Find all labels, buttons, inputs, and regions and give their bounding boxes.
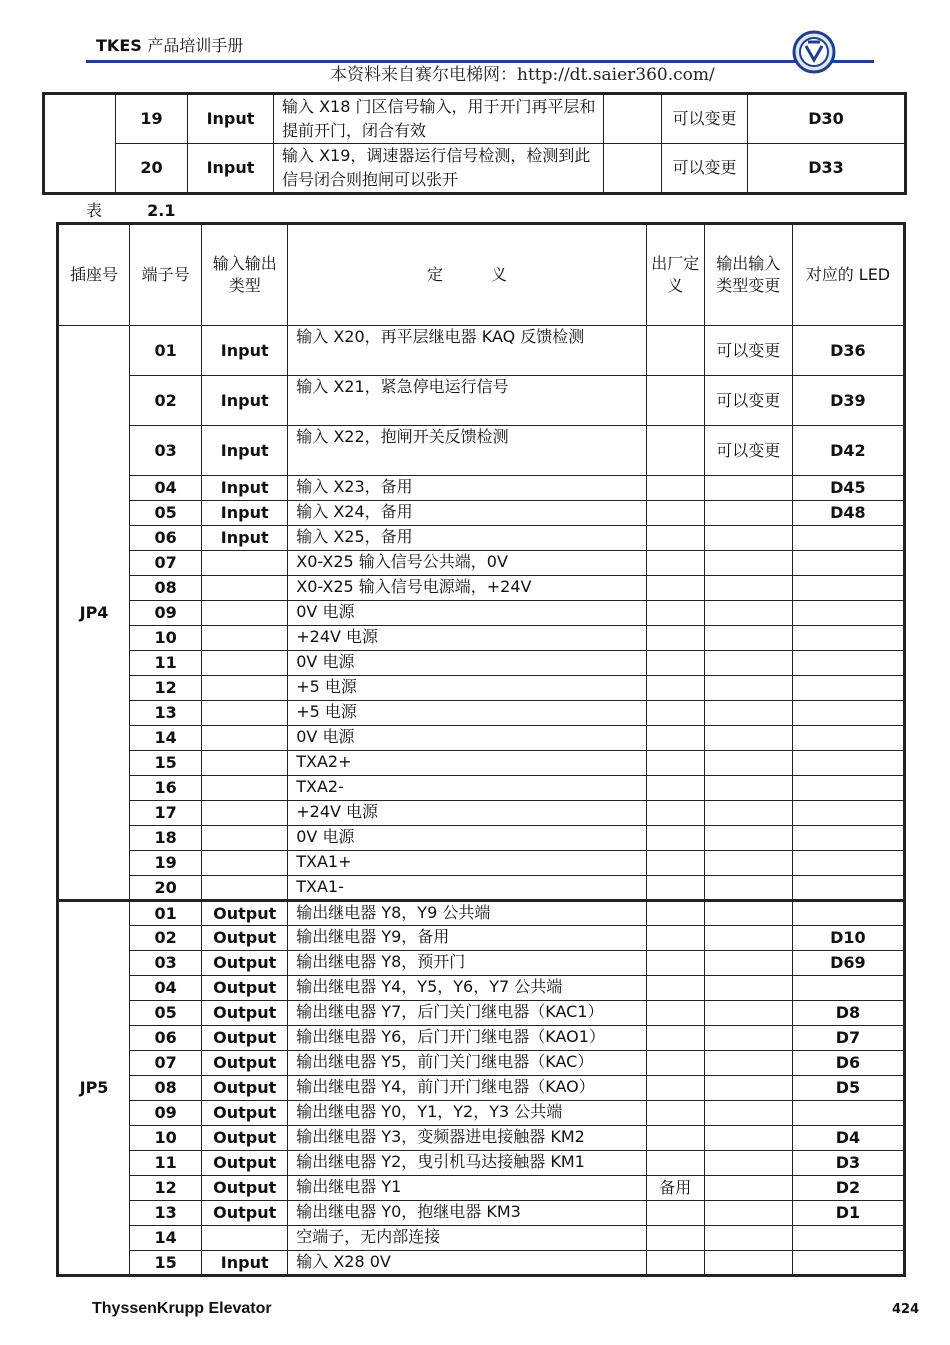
factory-cell xyxy=(646,551,704,576)
table-row xyxy=(58,576,905,601)
type-change-cell xyxy=(704,801,792,826)
type-change-cell xyxy=(704,1026,792,1051)
definition-cell: X0-X25 输入信号公共端，0V xyxy=(288,551,646,576)
table-row xyxy=(58,801,905,826)
factory-cell xyxy=(646,751,704,776)
factory-cell xyxy=(646,576,704,601)
led-cell xyxy=(792,901,904,926)
led-cell xyxy=(792,726,904,751)
io-type-cell: Input xyxy=(202,426,288,476)
led-cell: D10 xyxy=(792,926,904,951)
terminal-cell: 01 xyxy=(130,326,202,376)
led-cell: D42 xyxy=(792,426,904,476)
table-row xyxy=(58,1101,905,1126)
table-row xyxy=(58,851,905,876)
header-factory: 出厂定义 xyxy=(646,224,704,326)
table-row xyxy=(58,1251,905,1276)
definition-cell: TXA2+ xyxy=(288,751,646,776)
type-change-cell xyxy=(704,976,792,1001)
table-row xyxy=(58,1076,905,1101)
table-caption-label: 表 xyxy=(86,201,103,220)
io-type-cell: Output xyxy=(202,976,288,1001)
terminal-cell: 16 xyxy=(130,776,202,801)
terminal-cell: 03 xyxy=(130,951,202,976)
definition-cell: 输出继电器 Y2，曳引机马达接触器 KM1 xyxy=(288,1151,646,1176)
type-change-cell xyxy=(704,1076,792,1101)
io-type-cell: Output xyxy=(202,1051,288,1076)
io-type-cell xyxy=(202,826,288,851)
type-change-cell: 可以变更 xyxy=(704,376,792,426)
table-row xyxy=(58,1201,905,1226)
io-type-cell xyxy=(202,626,288,651)
led-cell: D36 xyxy=(792,326,904,376)
definition-cell: 输入 X24，备用 xyxy=(288,501,646,526)
type-change-cell xyxy=(704,826,792,851)
definition-cell: 输出继电器 Y4，Y5，Y6，Y7 公共端 xyxy=(288,976,646,1001)
led-cell xyxy=(792,876,904,901)
terminal-cell: 06 xyxy=(130,526,202,551)
factory-cell: 备用 xyxy=(646,1176,704,1201)
led-cell xyxy=(792,551,904,576)
io-type-cell: Input xyxy=(202,476,288,501)
io-type-cell: Output xyxy=(202,1201,288,1226)
led-cell: D4 xyxy=(792,1126,904,1151)
io-type-cell: Output xyxy=(202,1151,288,1176)
io-type-cell xyxy=(202,651,288,676)
terminal-cell: 19 xyxy=(130,851,202,876)
io-type-cell xyxy=(202,601,288,626)
factory-cell xyxy=(646,426,704,476)
table-row xyxy=(58,376,905,426)
terminal-cell: 12 xyxy=(130,1176,202,1201)
header-title xyxy=(96,33,243,56)
factory-cell xyxy=(646,1076,704,1101)
table-row xyxy=(58,476,905,501)
led-cell: D8 xyxy=(792,1001,904,1026)
terminal-cell: 05 xyxy=(130,1001,202,1026)
table-row xyxy=(44,94,906,144)
table-row xyxy=(58,676,905,701)
table-row xyxy=(58,501,905,526)
table-row xyxy=(58,926,905,951)
definition-cell: 输出继电器 Y8，Y9 公共端 xyxy=(288,901,646,926)
type-change-cell xyxy=(704,1201,792,1226)
led-cell xyxy=(792,651,904,676)
led-cell xyxy=(792,1101,904,1126)
factory-cell xyxy=(646,376,704,426)
header-terminal: 端子号 xyxy=(130,224,202,326)
factory-cell xyxy=(646,976,704,1001)
terminal-cell: 07 xyxy=(130,551,202,576)
terminal-cell: 01 xyxy=(130,901,202,926)
factory-cell xyxy=(646,1201,704,1226)
factory-cell xyxy=(646,1101,704,1126)
terminal-cell: 08 xyxy=(130,576,202,601)
socket-cell: JP4 xyxy=(58,326,130,901)
led-cell xyxy=(792,576,904,601)
table-row xyxy=(44,144,906,194)
factory-cell xyxy=(646,1226,704,1251)
led-cell: D48 xyxy=(792,501,904,526)
table-header-row xyxy=(58,224,905,326)
factory-cell xyxy=(646,526,704,551)
io-type-cell xyxy=(202,551,288,576)
type-change-cell xyxy=(704,751,792,776)
type-change-cell xyxy=(704,501,792,526)
terminal-cell: 06 xyxy=(130,1026,202,1051)
io-type-cell xyxy=(202,1226,288,1251)
definition-cell: 输出继电器 Y0，Y1，Y2，Y3 公共端 xyxy=(288,1101,646,1126)
io-type-cell: Output xyxy=(202,1076,288,1101)
socket-cell xyxy=(44,94,116,194)
definition-cell: 输出继电器 Y4，前门开门继电器（KAO） xyxy=(288,1076,646,1101)
led-cell: D1 xyxy=(792,1201,904,1226)
terminal-cell: 18 xyxy=(130,826,202,851)
led-cell xyxy=(792,801,904,826)
led-cell xyxy=(792,1251,904,1276)
type-change-cell: 可以变更 xyxy=(704,326,792,376)
factory-cell xyxy=(646,801,704,826)
definition-cell: TXA1+ xyxy=(288,851,646,876)
definition-cell: 输出继电器 Y3，变频器进电接触器 KM2 xyxy=(288,1126,646,1151)
led-cell xyxy=(792,601,904,626)
definition-cell: 0V 电源 xyxy=(288,826,646,851)
definition-cell: 输入 X18 门区信号输入，用于开门再平层和提前开门，闭合有效 xyxy=(274,94,604,144)
table-row xyxy=(58,1126,905,1151)
io-type-cell xyxy=(202,726,288,751)
io-type-cell: Input xyxy=(188,144,274,194)
type-change-cell xyxy=(704,1051,792,1076)
table-row xyxy=(58,951,905,976)
terminal-cell: 12 xyxy=(130,676,202,701)
io-type-cell: Output xyxy=(202,1176,288,1201)
definition-cell: 输入 X21，紧急停电运行信号 xyxy=(288,376,646,426)
factory-cell xyxy=(646,651,704,676)
io-type-cell xyxy=(202,876,288,901)
definition-cell: 输入 X19，调速器运行信号检测，检测到此信号闭合则抱闸可以张开 xyxy=(274,144,604,194)
io-type-cell xyxy=(202,751,288,776)
table-caption xyxy=(86,198,175,221)
definition-cell: TXA1- xyxy=(288,876,646,901)
type-change-cell: 可以变更 xyxy=(704,426,792,476)
table-row xyxy=(58,1026,905,1051)
table-row xyxy=(58,751,905,776)
table-row xyxy=(58,551,905,576)
definition-cell: 输出继电器 Y0，抱继电器 KM3 xyxy=(288,1201,646,1226)
io-type-cell: Input xyxy=(202,1251,288,1276)
table-row xyxy=(58,826,905,851)
table-row xyxy=(58,876,905,901)
type-change-cell xyxy=(704,876,792,901)
footer-company: ThyssenKrupp Elevator xyxy=(92,1300,272,1317)
header-socket: 插座号 xyxy=(58,224,130,326)
factory-cell xyxy=(646,601,704,626)
type-change-cell xyxy=(704,1101,792,1126)
table-row xyxy=(58,726,905,751)
io-type-cell xyxy=(202,676,288,701)
terminal-cell: 09 xyxy=(130,1101,202,1126)
definition-cell: 输入 X22，抱闸开关反馈检测 xyxy=(288,426,646,476)
io-type-cell: Output xyxy=(202,1026,288,1051)
socket-cell: JP5 xyxy=(58,901,130,1276)
factory-cell xyxy=(646,326,704,376)
led-cell: D6 xyxy=(792,1051,904,1076)
definition-cell: 输出继电器 Y9，备用 xyxy=(288,926,646,951)
definition-cell: 输入 X20，再平层继电器 KAQ 反馈检测 xyxy=(288,326,646,376)
io-type-cell xyxy=(202,776,288,801)
factory-cell xyxy=(604,94,662,144)
terminal-cell: 04 xyxy=(130,476,202,501)
type-change-cell xyxy=(704,701,792,726)
table-row xyxy=(58,626,905,651)
definition-cell: +24V 电源 xyxy=(288,626,646,651)
terminal-cell: 02 xyxy=(130,376,202,426)
definition-cell: 输出继电器 Y1 xyxy=(288,1176,646,1201)
factory-cell xyxy=(646,851,704,876)
led-cell xyxy=(792,676,904,701)
io-type-cell: Output xyxy=(202,1001,288,1026)
type-change-cell xyxy=(704,601,792,626)
terminal-cell: 13 xyxy=(130,1201,202,1226)
table-row xyxy=(58,776,905,801)
terminal-cell: 02 xyxy=(130,926,202,951)
table-row xyxy=(58,1176,905,1201)
table-row xyxy=(58,1001,905,1026)
terminal-cell: 15 xyxy=(130,751,202,776)
table-row xyxy=(58,901,905,926)
factory-cell xyxy=(646,501,704,526)
io-type-cell: Output xyxy=(202,901,288,926)
definition-cell: +24V 电源 xyxy=(288,801,646,826)
terminal-cell: 05 xyxy=(130,501,202,526)
led-cell xyxy=(792,1226,904,1251)
terminal-cell: 15 xyxy=(130,1251,202,1276)
led-cell xyxy=(792,826,904,851)
type-change-cell xyxy=(704,651,792,676)
definition-cell: TXA2- xyxy=(288,776,646,801)
table-row xyxy=(58,976,905,1001)
terminal-cell: 17 xyxy=(130,801,202,826)
type-change-cell xyxy=(704,1251,792,1276)
terminal-cell: 20 xyxy=(116,144,188,194)
table-row xyxy=(58,1226,905,1251)
header-io-type: 输入输出类型 xyxy=(202,224,288,326)
terminal-cell: 13 xyxy=(130,701,202,726)
terminal-cell: 14 xyxy=(130,726,202,751)
page-number: 424 xyxy=(892,1302,920,1317)
definition-cell: +5 电源 xyxy=(288,701,646,726)
terminal-cell: 14 xyxy=(130,1226,202,1251)
type-change-cell xyxy=(704,576,792,601)
table-row xyxy=(58,701,905,726)
header-manual-title: 产品培训手册 xyxy=(147,36,244,55)
factory-cell xyxy=(646,876,704,901)
table-row xyxy=(58,1151,905,1176)
led-cell xyxy=(792,701,904,726)
type-change-cell: 可以变更 xyxy=(662,94,748,144)
io-type-cell xyxy=(202,701,288,726)
thyssenkrupp-logo-icon xyxy=(792,30,836,74)
table-caption-number: 2.1 xyxy=(147,201,176,220)
led-cell: D5 xyxy=(792,1076,904,1101)
factory-cell xyxy=(646,701,704,726)
header-definition: 定 义 xyxy=(288,224,646,326)
definition-cell: 输出继电器 Y7，后门关门继电器（KAC1） xyxy=(288,1001,646,1026)
table-row xyxy=(58,426,905,476)
factory-cell xyxy=(646,476,704,501)
led-cell: D45 xyxy=(792,476,904,501)
definition-cell: 输出继电器 Y6，后门开门继电器（KAO1） xyxy=(288,1026,646,1051)
type-change-cell xyxy=(704,1176,792,1201)
type-change-cell xyxy=(704,1226,792,1251)
type-change-cell: 可以变更 xyxy=(662,144,748,194)
factory-cell xyxy=(646,776,704,801)
terminal-cell: 10 xyxy=(130,626,202,651)
factory-cell xyxy=(646,826,704,851)
io-type-cell: Output xyxy=(202,1126,288,1151)
terminal-cell: 03 xyxy=(130,426,202,476)
type-change-cell xyxy=(704,551,792,576)
definition-cell: X0-X25 输入信号电源端，+24V xyxy=(288,576,646,601)
definition-cell: +5 电源 xyxy=(288,676,646,701)
led-cell: D3 xyxy=(792,1151,904,1176)
terminal-cell: 10 xyxy=(130,1126,202,1151)
factory-cell xyxy=(646,1051,704,1076)
io-type-cell: Output xyxy=(202,1101,288,1126)
type-change-cell xyxy=(704,476,792,501)
definition-cell: 0V 电源 xyxy=(288,651,646,676)
table-row xyxy=(58,1051,905,1076)
table-row xyxy=(58,326,905,376)
terminal-cell: 09 xyxy=(130,601,202,626)
io-type-cell: Input xyxy=(202,326,288,376)
io-type-cell: Input xyxy=(202,376,288,426)
factory-cell xyxy=(646,1026,704,1051)
terminal-cell: 11 xyxy=(130,651,202,676)
type-change-cell xyxy=(704,926,792,951)
factory-cell xyxy=(646,926,704,951)
watermark-text: 本资料来自赛尔电梯网：http://dt.saier360.com/ xyxy=(330,65,715,85)
header-led: 对应的 LED xyxy=(792,224,904,326)
factory-cell xyxy=(646,726,704,751)
definition-cell: 输入 X25，备用 xyxy=(288,526,646,551)
led-cell xyxy=(792,751,904,776)
terminal-cell: 11 xyxy=(130,1151,202,1176)
definition-cell: 输出继电器 Y5，前门关门继电器（KAC） xyxy=(288,1051,646,1076)
type-change-cell xyxy=(704,851,792,876)
type-change-cell xyxy=(704,626,792,651)
led-cell: D30 xyxy=(748,94,906,144)
terminal-definition-table xyxy=(56,222,906,1277)
io-type-cell xyxy=(202,801,288,826)
type-change-cell xyxy=(704,951,792,976)
io-type-cell: Input xyxy=(202,526,288,551)
led-cell: D39 xyxy=(792,376,904,426)
terminal-cell: 20 xyxy=(130,876,202,901)
led-cell: D33 xyxy=(748,144,906,194)
definition-cell: 0V 电源 xyxy=(288,601,646,626)
header-brand: TKES xyxy=(96,36,142,55)
type-change-cell xyxy=(704,901,792,926)
definition-cell: 空端子，无内部连接 xyxy=(288,1226,646,1251)
header-type-change: 输出输入类型变更 xyxy=(704,224,792,326)
type-change-cell xyxy=(704,1151,792,1176)
previous-table-continuation xyxy=(42,92,907,195)
led-cell: D69 xyxy=(792,951,904,976)
led-cell: D2 xyxy=(792,1176,904,1201)
type-change-cell xyxy=(704,676,792,701)
factory-cell xyxy=(646,951,704,976)
led-cell xyxy=(792,776,904,801)
definition-cell: 输入 X23，备用 xyxy=(288,476,646,501)
factory-cell xyxy=(646,1251,704,1276)
table-row xyxy=(58,651,905,676)
factory-cell xyxy=(604,144,662,194)
io-type-cell: Output xyxy=(202,926,288,951)
type-change-cell xyxy=(704,526,792,551)
io-type-cell: Input xyxy=(202,501,288,526)
led-cell: D7 xyxy=(792,1026,904,1051)
terminal-cell: 07 xyxy=(130,1051,202,1076)
type-change-cell xyxy=(704,1126,792,1151)
type-change-cell xyxy=(704,1001,792,1026)
io-type-cell: Output xyxy=(202,951,288,976)
definition-cell: 输入 X28 0V xyxy=(288,1251,646,1276)
terminal-cell: 04 xyxy=(130,976,202,1001)
table-row xyxy=(58,526,905,551)
factory-cell xyxy=(646,626,704,651)
factory-cell xyxy=(646,1151,704,1176)
led-cell xyxy=(792,526,904,551)
factory-cell xyxy=(646,1126,704,1151)
factory-cell xyxy=(646,1001,704,1026)
led-cell xyxy=(792,976,904,1001)
type-change-cell xyxy=(704,726,792,751)
io-type-cell xyxy=(202,851,288,876)
table-row xyxy=(58,601,905,626)
definition-cell: 0V 电源 xyxy=(288,726,646,751)
type-change-cell xyxy=(704,776,792,801)
terminal-cell: 08 xyxy=(130,1076,202,1101)
io-type-cell: Input xyxy=(188,94,274,144)
factory-cell xyxy=(646,676,704,701)
led-cell xyxy=(792,851,904,876)
definition-cell: 输出继电器 Y8，预开门 xyxy=(288,951,646,976)
factory-cell xyxy=(646,901,704,926)
led-cell xyxy=(792,626,904,651)
terminal-cell: 19 xyxy=(116,94,188,144)
io-type-cell xyxy=(202,576,288,601)
